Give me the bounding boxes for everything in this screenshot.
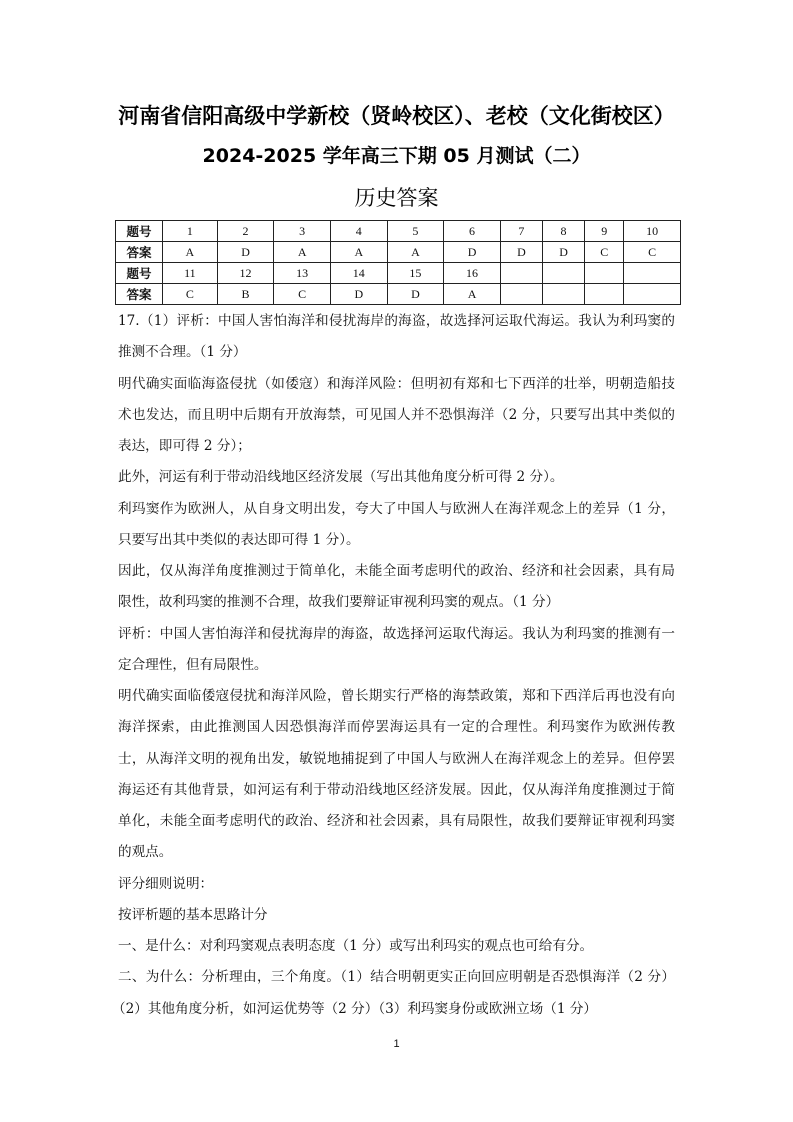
text-line: 二、为什么：分析理由，三个角度。（1）结合明朝更实正向回应明朝是否恐惧海洋（2 分） bbox=[118, 969, 675, 986]
text-line: 定合理性，但有局限性。 bbox=[118, 656, 268, 673]
text-line: 限性，故利玛窦的推测不合理，故我们要辩证审视利玛窦的观点。（1 分） bbox=[118, 594, 560, 611]
text-line: 海运还有其他背景，如河运有利于带动沿线地区经济发展。因此，仅从海洋角度推测过于简 bbox=[118, 781, 675, 798]
text-line: 术也发达，而且明中后期有开放海禁，可见国人并不恐惧海洋（2 分，只要写出其中类似的 bbox=[118, 406, 675, 423]
table-cell bbox=[624, 263, 681, 284]
text-line: 评析：中国人害怕海洋和侵扰海岸的海盗，故选择河运取代海运。我认为利玛窦的推测有一 bbox=[118, 625, 675, 642]
table-row bbox=[116, 263, 681, 284]
table-cell: C bbox=[274, 284, 331, 305]
table-cell bbox=[624, 284, 681, 305]
table-cell: B bbox=[217, 284, 274, 305]
text-line: 推测不合理。（1 分） bbox=[118, 344, 247, 361]
table-row bbox=[116, 221, 681, 242]
exam-subtitle: 2024-2025 学年高三下期 05 月测试（二） bbox=[202, 145, 591, 167]
subject-heading: 历史答案 bbox=[354, 186, 439, 210]
row-label: 题号 bbox=[116, 221, 163, 242]
answer-table bbox=[115, 220, 681, 305]
table-cell: 13 bbox=[274, 263, 331, 284]
table-cell: 16 bbox=[444, 263, 501, 284]
table-cell: 3 bbox=[274, 221, 331, 242]
row-label: 答案 bbox=[116, 284, 163, 305]
table-cell: A bbox=[387, 242, 444, 263]
table-cell bbox=[542, 263, 584, 284]
text-line: 利玛窦作为欧洲人，从自身文明出发，夸大了中国人与欧洲人在海洋观念上的差异（1 分， bbox=[118, 500, 675, 517]
table-cell: 11 bbox=[163, 263, 218, 284]
table-cell: C bbox=[163, 284, 218, 305]
table-cell bbox=[585, 284, 624, 305]
row-label: 答案 bbox=[116, 242, 163, 263]
table-cell: A bbox=[444, 284, 501, 305]
document-title: 河南省信阳高级中学新校（贤岭校区）、老校（文化街校区） bbox=[118, 104, 675, 128]
table-cell: A bbox=[330, 242, 387, 263]
text-line: 明代确实面临倭寇侵扰和海洋风险，曾长期实行严格的海禁政策，郑和下西洋后再也没有向 bbox=[118, 688, 675, 704]
row-label: 题号 bbox=[116, 263, 163, 284]
table-cell: D bbox=[387, 284, 444, 305]
text-line: 表达，即可得 2 分）； bbox=[118, 438, 251, 454]
table-cell: C bbox=[624, 242, 681, 263]
text-line: 单化，未能全面考虑明代的政治、经济和社会因素，具有局限性，故我们要辩证审视利玛窦 bbox=[118, 813, 675, 829]
table-cell: D bbox=[500, 242, 542, 263]
table-row bbox=[116, 242, 681, 263]
text-line: （2）其他角度分析，如河运优势等（2 分）（3）利玛窦身份或欧洲立场（1 分） bbox=[112, 1000, 598, 1017]
text-line: 的观点。 bbox=[118, 844, 173, 861]
text-line: 按评析题的基本思路计分 bbox=[118, 906, 268, 923]
table-cell: D bbox=[217, 242, 274, 263]
table-row bbox=[116, 284, 681, 305]
table-cell: 8 bbox=[542, 221, 584, 242]
table-cell: 12 bbox=[217, 263, 274, 284]
table-cell: 6 bbox=[444, 221, 501, 242]
text-line: 只要写出其中类似的表达即可得 1 分）。 bbox=[118, 531, 360, 548]
text-line: 一、是什么：对利玛窦观点表明态度（1 分）或写出利玛实的观点也可给有分。 bbox=[118, 938, 594, 954]
text-line: 因此，仅从海洋角度推测过于简单化，未能全面考虑明代的政治、经济和社会因素，具有局 bbox=[118, 563, 675, 579]
text-line: 海洋探索，由此推测国人因恐惧海洋而停罢海运具有一定的合理性。利玛窦作为欧洲传教 bbox=[118, 719, 675, 736]
text-line: 评分细则说明： bbox=[118, 875, 214, 892]
table-cell: 1 bbox=[163, 221, 218, 242]
table-cell: 7 bbox=[500, 221, 542, 242]
table-cell: D bbox=[444, 242, 501, 263]
table-cell: A bbox=[274, 242, 331, 263]
text-line: 士，从海洋文明的视角出发，敏锐地捕捉到了中国人与欧洲人在海洋观念上的差异。但停罢 bbox=[118, 750, 675, 767]
table-cell: 5 bbox=[387, 221, 444, 242]
table-cell: 15 bbox=[387, 263, 444, 284]
page-number: 1 bbox=[393, 1038, 400, 1050]
table-cell bbox=[585, 263, 624, 284]
table-cell: 10 bbox=[624, 221, 681, 242]
table-cell bbox=[542, 284, 584, 305]
table-cell: 2 bbox=[217, 221, 274, 242]
table-cell: D bbox=[542, 242, 584, 263]
table-cell: A bbox=[163, 242, 218, 263]
table-cell: 4 bbox=[330, 221, 387, 242]
table-cell bbox=[500, 284, 542, 305]
table-cell bbox=[500, 263, 542, 284]
table-cell: 14 bbox=[330, 263, 387, 284]
table-cell: 9 bbox=[585, 221, 624, 242]
text-line: 此外，河运有利于带动沿线地区经济发展（写出其他角度分析可得 2 分）。 bbox=[118, 469, 564, 486]
table-cell: C bbox=[585, 242, 624, 263]
text-line: 明代确实面临海盗侵扰（如倭寇）和海洋风险：但明初有郑和七下西洋的壮举，明朝造船技 bbox=[118, 375, 675, 392]
text-line: 17.（1）评析：中国人害怕海洋和侵扰海岸的海盗，故选择河运取代海运。我认为利玛窦的 bbox=[118, 313, 675, 329]
table-cell: D bbox=[330, 284, 387, 305]
